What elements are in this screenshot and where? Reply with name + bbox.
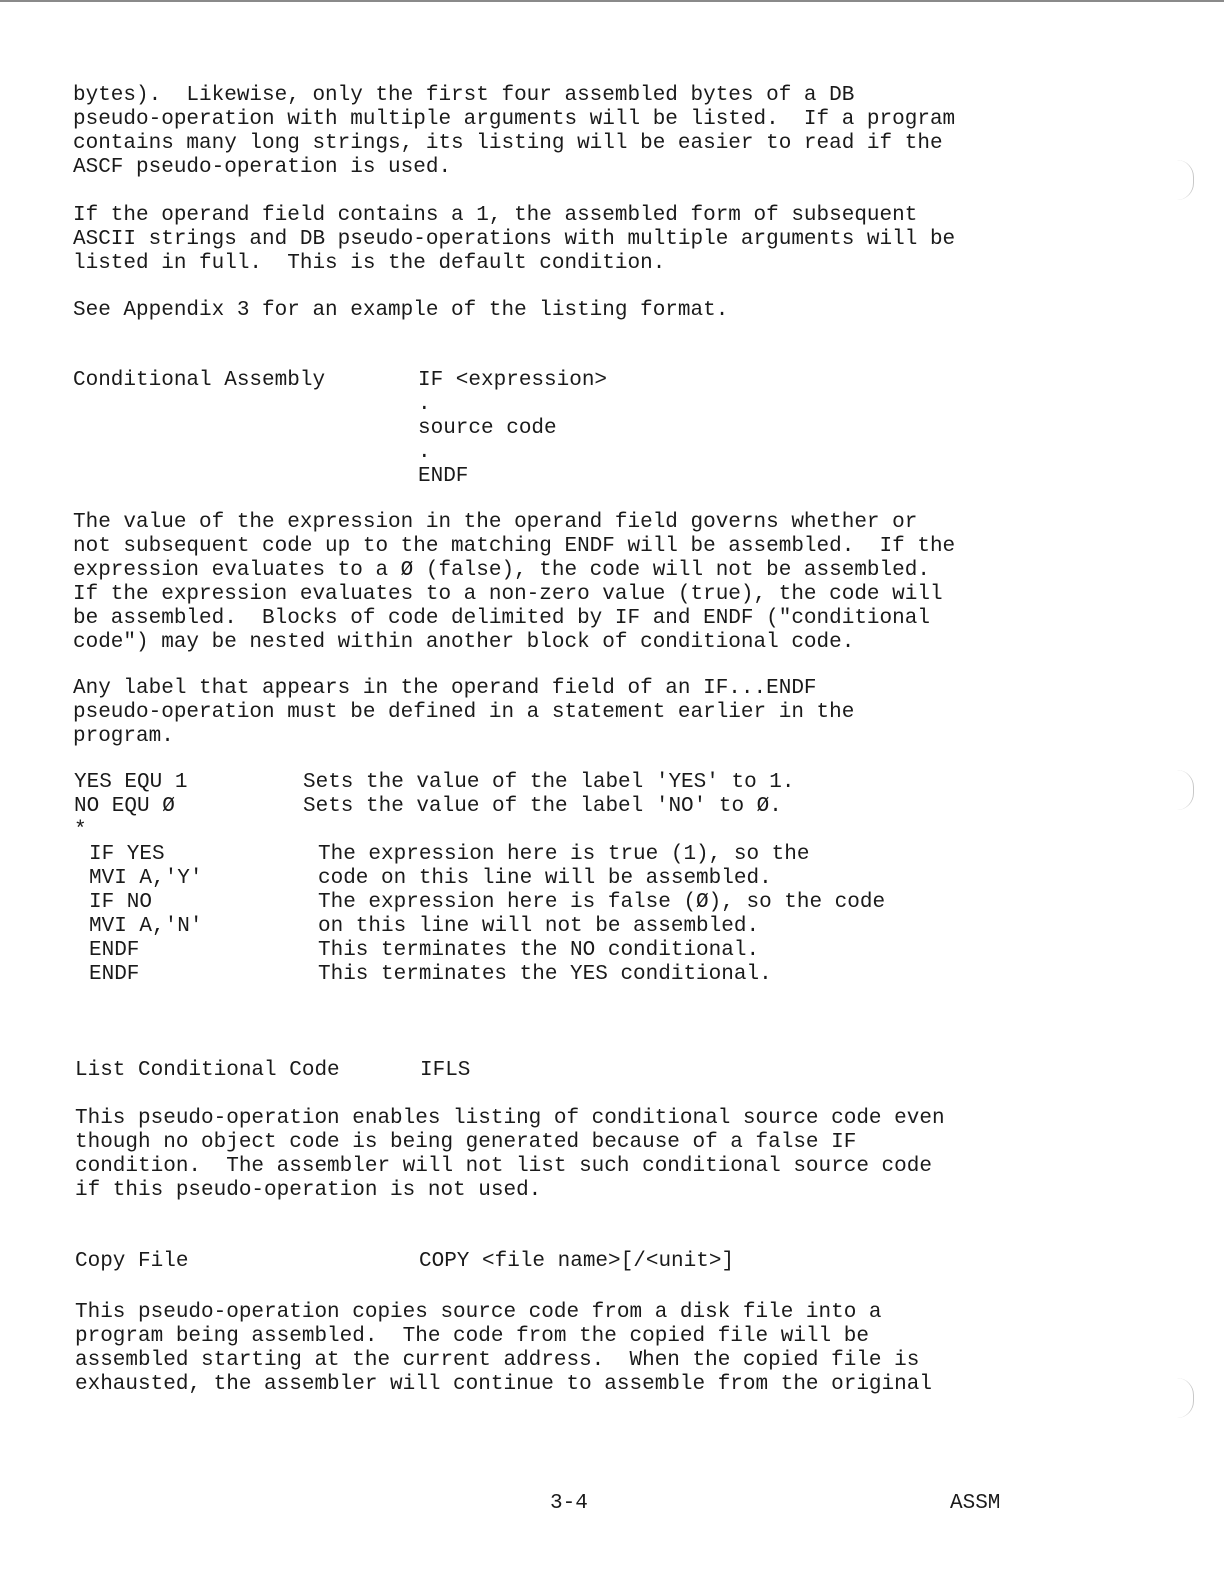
text-line: *	[74, 819, 87, 842]
text-line: condition. The assembler will not list such conditional source code	[75, 1155, 932, 1178]
text-line: .	[418, 441, 431, 464]
text-line: be assembled. Blocks of code delimited by IF and ENDF ("conditional	[73, 607, 930, 630]
text-line: MVI A,'Y'	[89, 867, 203, 890]
text-line: YES EQU 1	[74, 771, 188, 794]
text-line: Sets the value of the label 'NO' to Ø.	[303, 795, 782, 818]
text-line: Sets the value of the label 'YES' to 1.	[303, 771, 795, 794]
text-line: program being assembled. The code from the copied file will be	[75, 1325, 869, 1348]
page-top-edge	[0, 0, 1224, 2]
conditional-value-paragraph	[73, 511, 955, 655]
list-conditional-syntax: IFLS	[420, 1059, 471, 1082]
text-line: listed in full. This is the default condition.	[73, 252, 666, 275]
text-line: pseudo-operation with multiple arguments will be listed. If a program	[73, 108, 956, 131]
text-line: exhausted, the assembler will continue to assemble from the original	[75, 1373, 932, 1396]
example-definitions-code	[74, 771, 187, 843]
page-number: 3-4	[550, 1492, 588, 1515]
text-line: program.	[73, 725, 174, 748]
text-line: source code	[418, 417, 557, 440]
text-line: This pseudo-operation enables listing of conditional source code even	[75, 1107, 945, 1130]
text-line: .	[418, 393, 431, 416]
list-conditional-paragraph	[75, 1107, 945, 1203]
example-definitions-comments	[303, 771, 794, 819]
text-line: ENDF	[418, 465, 469, 488]
text-line: If the expression evaluates to a non-zero value (true), the code will	[73, 583, 943, 606]
document-id: ASSM	[950, 1492, 1001, 1515]
text-line: IF YES	[89, 843, 165, 866]
text-line: assembled starting at the current address. When the copied file is	[75, 1349, 920, 1372]
section-heading-copy-file: Copy File	[75, 1250, 189, 1273]
text-line: This pseudo-operation copies source code from a disk file into a	[75, 1301, 882, 1324]
text-line: Any label that appears in the operand field of an IF...ENDF	[73, 677, 817, 700]
copy-file-paragraph	[75, 1301, 932, 1397]
operand-paragraph	[73, 204, 955, 276]
text-line: See Appendix 3 for an example of the listing format.	[73, 299, 729, 322]
text-line: code on this line will be assembled.	[318, 867, 772, 890]
text-line: bytes). Likewise, only the first four assembled bytes of a DB	[73, 84, 855, 107]
example-comments	[318, 843, 885, 987]
text-line: contains many long strings, its listing will be easier to read if the	[73, 132, 943, 155]
text-line: This terminates the NO conditional.	[318, 939, 760, 962]
binder-hole-mark	[1177, 770, 1194, 810]
text-line: ASCF pseudo-operation is used.	[73, 156, 452, 179]
conditional-label-paragraph	[73, 677, 854, 749]
text-line: ASCII strings and DB pseudo-operations with multiple arguments will be	[73, 228, 956, 251]
section-heading-conditional-assembly: Conditional Assembly	[73, 369, 326, 392]
text-line: expression evaluates to a Ø (false), the code will not be assembled.	[73, 559, 930, 582]
conditional-assembly-syntax	[418, 369, 607, 489]
text-line: This terminates the YES conditional.	[318, 963, 772, 986]
binder-hole-mark	[1177, 1378, 1194, 1418]
binder-hole-mark	[1177, 160, 1194, 200]
text-line: not subsequent code up to the matching ENDF will be assembled. If the	[73, 535, 956, 558]
intro-paragraph	[73, 84, 955, 180]
text-line: IF <expression>	[418, 369, 608, 392]
text-line: on this line will not be assembled.	[318, 915, 760, 938]
text-line: code") may be nested within another block of conditional code.	[73, 631, 855, 654]
text-line: The expression here is true (1), so the	[318, 843, 810, 866]
text-line: The expression here is false (Ø), so the code	[318, 891, 886, 914]
text-line: NO EQU Ø	[74, 795, 175, 818]
example-code	[89, 843, 202, 987]
text-line: if this pseudo-operation is not used.	[75, 1179, 542, 1202]
text-line: ENDF	[89, 939, 140, 962]
text-line: MVI A,'N'	[89, 915, 203, 938]
text-line: If the operand field contains a 1, the assembled form of subsequent	[73, 204, 918, 227]
section-heading-list-conditional-code: List Conditional Code	[75, 1059, 340, 1082]
appendix-reference	[73, 299, 728, 323]
text-line: though no object code is being generated because of a false IF	[75, 1131, 857, 1154]
text-line: pseudo-operation must be defined in a statement earlier in the	[73, 701, 855, 724]
text-line: The value of the expression in the operand field governs whether or	[73, 511, 918, 534]
text-line: ENDF	[89, 963, 140, 986]
text-line: IF NO	[89, 891, 153, 914]
copy-file-syntax: COPY <file name>[/<unit>]	[419, 1250, 735, 1273]
